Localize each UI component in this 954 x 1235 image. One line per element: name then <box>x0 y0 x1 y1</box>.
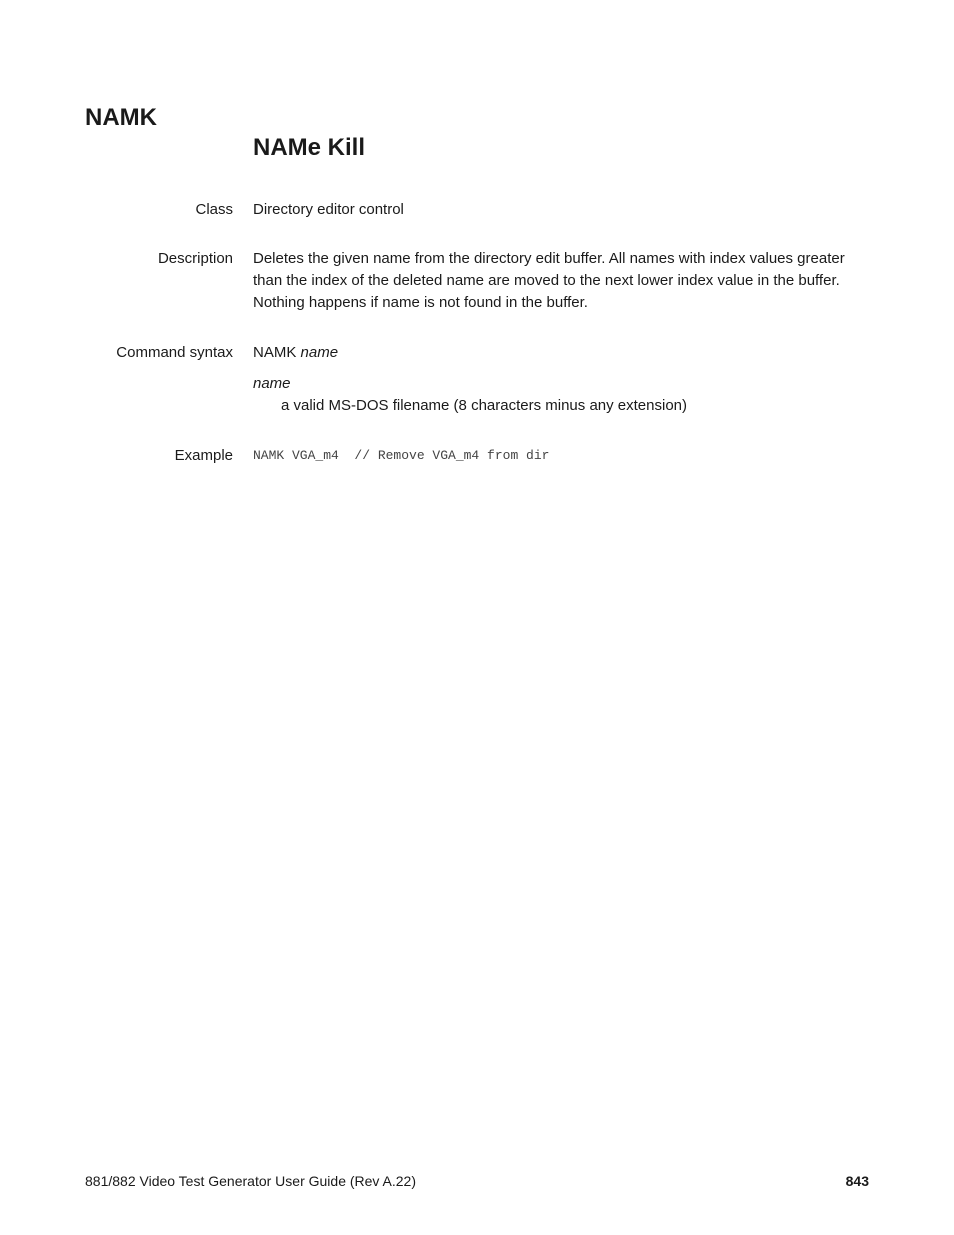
param-name: name <box>253 375 291 392</box>
example-code: NAMK VGA_m4 // Remove VGA_m4 from dir <box>253 448 550 463</box>
footer-page-number: 843 <box>845 1173 869 1189</box>
example-label: Example <box>174 447 233 464</box>
class-label: Class <box>195 201 233 218</box>
description-value: Deletes the given name from the directory edit buffer. All names with index values greater than the index of the deleted name are moved to the next lower index value in the buffer. Nothing happens if name is not found in the buffer. <box>253 250 845 311</box>
class-value: Directory editor control <box>253 201 404 218</box>
footer-guide-title: 881/882 Video Test Generator User Guide (Rev A.22) <box>85 1173 417 1189</box>
syntax-command: NAMK <box>253 344 297 361</box>
command-title: NAMe Kill <box>253 134 366 161</box>
syntax-label: Command syntax <box>116 344 233 361</box>
description-label: Description <box>157 250 233 267</box>
command-code: NAMK <box>85 104 157 131</box>
syntax-value <box>253 342 878 364</box>
syntax-argument: name <box>300 344 339 361</box>
param-description: a valid MS-DOS filename (8 characters minus any extension) <box>281 397 687 414</box>
